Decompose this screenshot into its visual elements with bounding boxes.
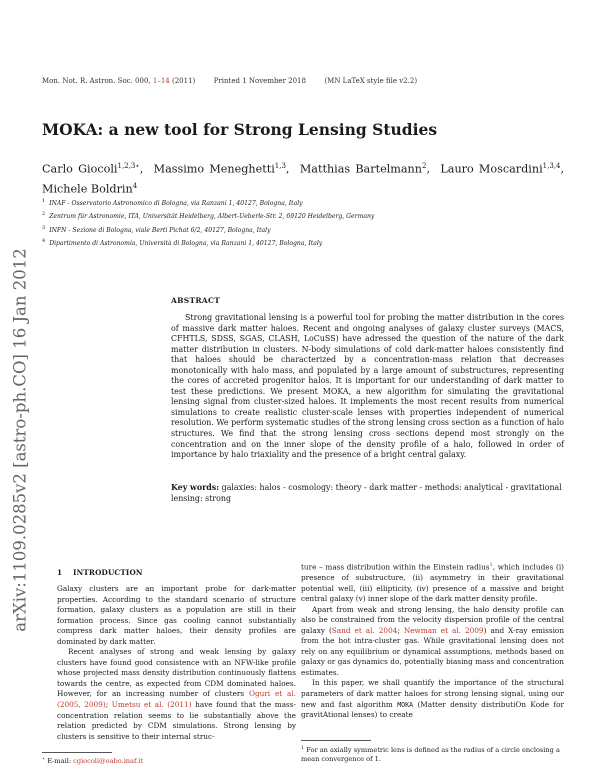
arxiv-stamp bbox=[6, 200, 34, 680]
paragraph-text: ture – mass distribution within the Einstein radius bbox=[301, 562, 490, 572]
section-title: INTRODUCTION bbox=[73, 568, 143, 577]
author-name: Lauro Moscardini bbox=[440, 162, 543, 176]
code-name: MOKA bbox=[397, 700, 414, 709]
author-name: Michele Boldrin bbox=[42, 182, 133, 196]
paragraph-text: In this paper, we shall quantify the importance of the structural parameters of dark matter haloes for strong lensing signal, using our new and fast algorithm bbox=[301, 678, 564, 709]
abstract-heading: ABSTRACT bbox=[171, 296, 221, 305]
footnote-email bbox=[42, 756, 143, 765]
affiliation-text: Dipartimento di Astronomia, Università di Bologna, via Ranzani 1, 40127, Bologna, Italy bbox=[49, 240, 323, 248]
affiliation-text: INAF - Osservatorio Astronomico di Bologna, via Ranzani 1, 40127, Bologna, Italy bbox=[49, 200, 303, 208]
paper-title: MOKA: a new tool for Strong Lensing Studies bbox=[42, 120, 438, 139]
citation-link[interactable]: Sand et al. 2004 bbox=[331, 625, 398, 635]
paragraph-text: Recent analyses of strong and weak lensing by galaxy clusters have found good consistence with an NFW-like profile whose projected mass density distribution continuously flattens towards the centre, as expected from CDM dominated haloes. However, for an increasing number of clusters bbox=[57, 647, 296, 699]
paragraph: Apart from weak and strong lensing, the halo density profile can also be constrained from the velocity dispersion profile of the central galaxy (Sand et al. 2004; Newman et al. 2009) and X-ray emission from the hot intra-cluster gas. While gravitational lensing does not rely on any equilibrium or dynamical assumptions, methods based on galaxy or gas dynamics do, potentially biasing mass and concentration estimates. bbox=[301, 604, 565, 677]
author-affil: 1,3 bbox=[274, 162, 286, 170]
affiliation-list bbox=[42, 196, 542, 250]
author-affil: 4 bbox=[132, 181, 138, 190]
author-name: Matthias Bartelmann bbox=[299, 162, 422, 176]
paragraph bbox=[301, 678, 564, 720]
paragraph: Galaxy clusters are an important probe for dark-matter properties. According to the standard scenario of structure formation, galaxy clusters as a population are still in their formation process. Since gas cooling cannot substantially compress dark matter haloes, their density profiles are dominated by dark matter. bbox=[57, 584, 296, 646]
affiliation-number: 1 bbox=[42, 198, 46, 204]
paragraph-text: have found that the mass-concentration relation seems to lie substantially above the relation predicted by CDM simulations. Strong lensing by clusters is sensitive to their internal struc- bbox=[57, 700, 296, 741]
author-list: Carlo Giocoli$^{1,2,3⋆}$, Massimo Meneghetti$^{1,3}$, Matthias Bartelmann$^2$, Lauro Moscardini$^{1,3,4}$, Michele Boldrin$^4$ bbox=[42, 162, 565, 196]
affiliation-item bbox=[42, 209, 542, 222]
footnote-symbol: ⋆ bbox=[42, 756, 46, 762]
footnote-marker[interactable]: 1 bbox=[489, 562, 493, 568]
citation-link[interactable]: Oguri et al. (2005, 2009) bbox=[57, 689, 296, 710]
affiliation-item bbox=[42, 196, 542, 209]
author-affil: 2 bbox=[421, 162, 427, 170]
footnote-rule-left bbox=[42, 752, 112, 753]
abstract-text: Strong gravitational lensing is a powerful tool for probing the matter distribution in the cores of massive dark matter haloes. Recent and ongoing analyses of galaxy cluster surveys (MACS, CFHTLS, SDSS, SGAS, CLASH, LoCuSS) have adressed the question of the nature of the dark matter distribution in clusters. N-body simulations of cold dark-matter haloes consistently find that haloes should be characterized by a concentration-mass relation that decreases monotonically with halo mass, and populated by a large amount of substructures, representing the cores of accreted progenitor halos. It is important for our understanding of dark matter to test these predictions. We present MOKA, a new algorithm for simulating the gravitational lensing signal from cluster-sized haloes. It implements the most recent results from numerical simulations to create realistic cluster-scale lenses with properties independent of numerical resolution. We perform systematic studies of the strong lensing cross section as a function of halo structures. We find that the strong lensing cross sections depend most strongly on the concentration and on the inner slope of the density profile of a halo, followed in order of importance by halo triaxiality and the presence of a bright central galaxy. bbox=[171, 313, 564, 460]
footnote-rule-right bbox=[301, 740, 371, 741]
paragraph bbox=[301, 560, 564, 605]
running-header: Mon. Not. R. Astron. Soc. 000, 1–14 (2011) Printed 1 November 2018 (MN LaTeX style file v2.2) bbox=[42, 77, 418, 85]
affiliation-number: 4 bbox=[42, 238, 46, 245]
affiliation-text: Zentrum für Astronomie, ITA, Universität Heidelberg, Albert-Ueberle-Str. 2, 69120 Heidelberg, Germany bbox=[49, 213, 375, 221]
affiliation-number: 2 bbox=[42, 211, 46, 218]
keywords-label: Key words: bbox=[171, 483, 220, 492]
email-link[interactable]: cgiocoli@oabo.inaf.it bbox=[73, 757, 144, 766]
journal-volume: 000 bbox=[135, 77, 149, 85]
paragraph-text: , which includes (i) presence of substructure, (ii) asymmetry in their gravitational potential well, (iii) ellipticity, (iv) presence of a massive and bright central galaxy (v) inner slope of the dark matter density profile. bbox=[301, 562, 564, 604]
footnote-text: For an axially symmetric lens is defined as the radius of a circle enclosing a mean convergence of 1. bbox=[301, 746, 560, 764]
affiliation-item bbox=[42, 236, 542, 249]
paragraph-text: ) and X-ray emission from the hot intra-cluster gas. While gravitational lensing does not rely on any equilibrium or dynamical assumptions, methods based on galaxy or gas dynamics do, potentially biasing mass and concentration estimates. bbox=[301, 625, 565, 677]
printed-date: Printed 1 November 2018 bbox=[213, 77, 306, 85]
author-name: Carlo Giocoli bbox=[42, 162, 118, 176]
author-affil: 1,3,4 bbox=[542, 162, 561, 170]
left-column bbox=[57, 584, 296, 742]
section-number: 1 bbox=[57, 568, 63, 577]
citation-link[interactable]: Umetsu et al. (2011) bbox=[111, 700, 192, 710]
journal-name: Mon. Not. R. Astron. Soc. bbox=[42, 77, 133, 85]
style-note: (MN LaTeX style file v2.2) bbox=[324, 77, 418, 85]
footnote-number: 1 bbox=[301, 745, 305, 751]
arxiv-id: arXiv:1109.0285v2 [astro-ph.CO] 16 Jan 2012 bbox=[10, 248, 30, 632]
paragraph: Recent analyses of strong and weak lensing by galaxy clusters have found good consistence with an NFW-like profile whose projected mass density distribution continuously flattens towards the centre, as expected from CDM dominated haloes. However, for an increasing number of clusters Oguri et al. (2005, 2009); Umetsu et al. (2011) have found that the mass-concentration relation seems to lie substantially above the relation predicted by CDM simulations. Strong lensing by clusters is sensitive to their internal struc- bbox=[57, 647, 296, 741]
footnote-label: E-mail: bbox=[47, 757, 72, 766]
affiliation-item bbox=[42, 223, 542, 236]
affiliation-text: INFN - Sezione di Bologna, viale Berti Pichat 6/2, 40127, Bologna, Italy bbox=[49, 226, 271, 234]
keywords bbox=[171, 483, 564, 504]
right-column bbox=[301, 560, 564, 721]
journal-year: (2011) bbox=[171, 77, 196, 85]
footnote-einstein-radius bbox=[301, 744, 564, 765]
citation-link[interactable]: Newman et al. 2009 bbox=[403, 625, 484, 635]
keywords-text: galaxies: halos - cosmology: theory - dark matter - methods: analytical - gravitational lensing: strong bbox=[171, 483, 562, 503]
affiliation-number: 3 bbox=[42, 224, 46, 231]
paragraph-text: (Matter density distributiOn Kode for gravitAtional lenses) to create bbox=[301, 699, 564, 720]
author-name: Massimo Meneghetti bbox=[153, 162, 275, 176]
journal-pages[interactable]: 1–14 bbox=[152, 77, 170, 85]
author-affil: 1,2,3⋆ bbox=[117, 162, 140, 170]
section-heading bbox=[57, 568, 143, 577]
paragraph-text: Apart from weak and strong lensing, the halo density profile can also be constrained from the velocity dispersion profile of the central galaxy ( bbox=[301, 604, 564, 635]
